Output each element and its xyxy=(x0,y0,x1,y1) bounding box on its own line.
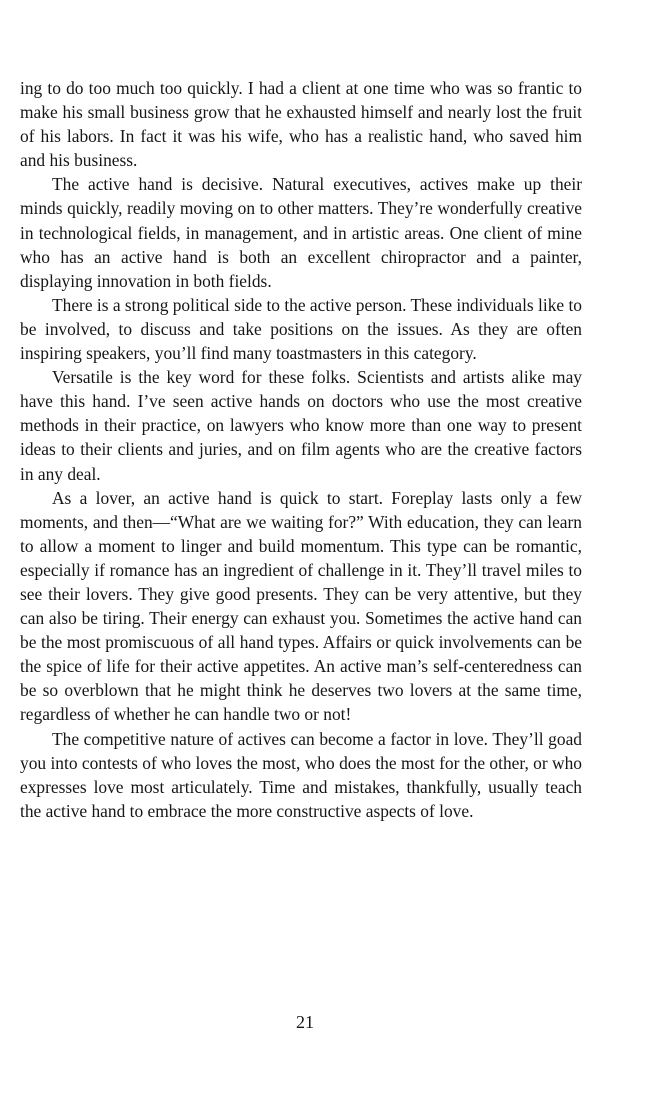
paragraph-3: There is a strong political side to the active person. These individuals like to be involved, to discuss and take positions on the issues. As they are often inspiring speakers, you’ll find many toastmasters in this category. xyxy=(20,294,582,364)
paragraph-4: Versatile is the key word for these folks. Scientists and artists alike may have this hand. I’ve seen active hands on doctors who use the most creative methods in their practice, on lawyers who know more than one way to present ideas to their clients and juries, and on film agents who are the creative factors in any deal. xyxy=(20,367,582,484)
paragraph-6: The competitive nature of actives can become a factor in love. They’ll goad you into contests of who loves the most, who does the most for the other, or who expresses love most articulately. Time and mistakes, thankfully, usually teach the active hand to embrace the more constructive aspects of love. xyxy=(20,728,582,821)
paragraph-2: The active hand is decisive. Natural executives, actives make up their minds quickly, readily moving on to other matters. They’re wonderfully creative in technological fields, in management, and in artistic areas. One client of mine who has an active hand is both an excellent chiropractor and a painter, displaying innovation in both fields. xyxy=(20,174,582,291)
paragraph-1: ing to do too much too quickly. I had a client at one time who was so frantic to make his small business grow that he exhausted himself and nearly lost the fruit of his labors. In fact it was his wife, who has a realistic hand, who saved him and his business. xyxy=(20,78,582,171)
page-body xyxy=(20,76,582,823)
page-number: 21 xyxy=(296,1012,314,1032)
paragraph-5: As a lover, an active hand is quick to start. Foreplay lasts only a few moments, and then—“What are we waiting for?” With education, they can learn to allow a moment to linger and build momentum. This type can be romantic, especially if romance has an ingredient of challenge in it. They’ll travel miles to see their lovers. They give good presents. They can be very attentive, but they can also be tiring. Their energy can exhaust you. Sometimes the active hand can be the most promiscuous of all hand types. Affairs or quick involvements can be the spice of life for their active appetites. An active man’s self-centeredness can be so overblown that he might think he deserves two lovers at the same time, regardless of whether he can handle two or not! xyxy=(20,487,582,725)
